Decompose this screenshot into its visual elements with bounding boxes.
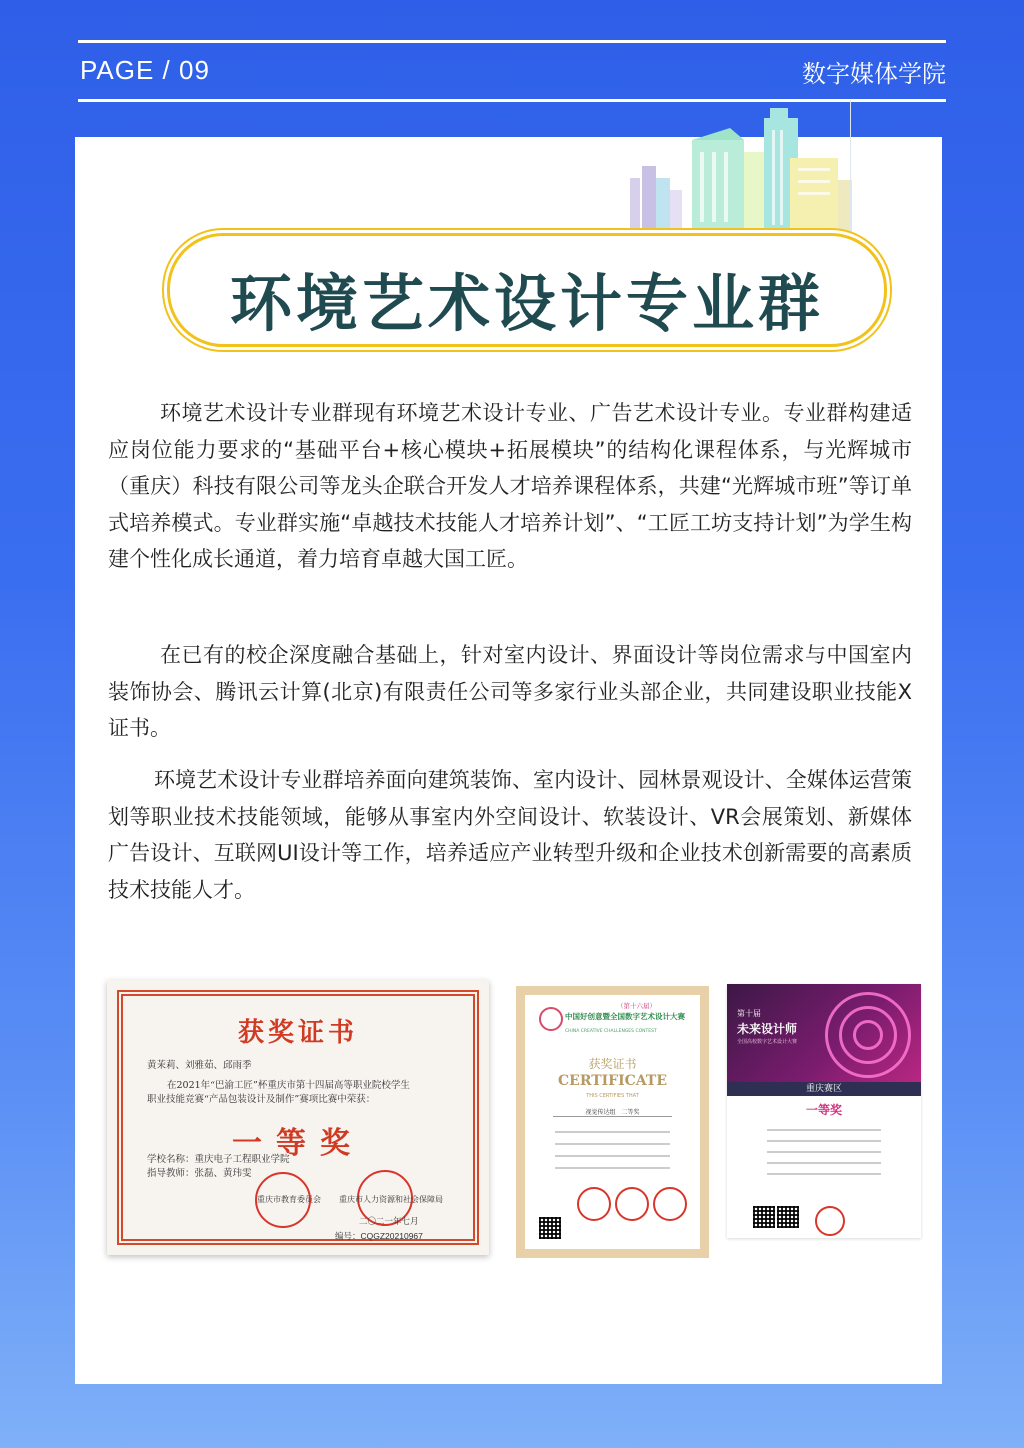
contest-banner (727, 984, 921, 1096)
info-line (767, 1162, 881, 1164)
issue-date: 二〇二一年七月 (359, 1217, 419, 1227)
contest-edition: 第十届 (737, 1009, 761, 1018)
seal-icon (577, 1187, 611, 1221)
page-number: PAGE / 09 (80, 55, 210, 85)
paragraph-training: 环境艺术设计专业群培养面向建筑装饰、室内设计、园林景观设计、全媒体运营策划等职业技术技能领域，能够从事室内外空间设计、软装设计、VR会展策划、新媒体广告设计、互联网UI设计等工作，培养适应产业转型升级和企业技术创新需要的高素质技术技能人才。 (108, 768, 912, 902)
info-line (767, 1173, 881, 1175)
info-line (767, 1151, 881, 1153)
award-category: 视觉传达组 二等奖 (553, 1107, 672, 1117)
info-line (555, 1155, 670, 1157)
region-label: 重庆赛区 (727, 1082, 921, 1096)
school-name: 学校名称：重庆电子工程职业学院 (147, 1154, 290, 1165)
info-line (555, 1167, 670, 1169)
seal-icon (653, 1187, 687, 1221)
info-line (767, 1140, 881, 1142)
award-level: 一等奖 (805, 1103, 842, 1117)
advisor-names: 指导教师：张磊、黄玮雯 (147, 1168, 252, 1179)
certificate-title: 获奖证书 (237, 1018, 358, 1048)
page-title: 环境艺术设计专业群 (229, 267, 824, 340)
certificate-image-provincial (107, 980, 489, 1255)
qr-code-icon (753, 1206, 775, 1228)
contest-brand: 未来设计师 (737, 1022, 798, 1036)
info-line (555, 1143, 670, 1145)
info-line (555, 1131, 670, 1133)
info-line (767, 1129, 881, 1131)
header-top-rule (78, 40, 946, 43)
contest-logo-icon (539, 1007, 563, 1031)
buildings-illustration (630, 100, 860, 235)
certificate-title-en: CERTIFICATE (558, 1073, 667, 1089)
ring-graphic (853, 1020, 883, 1050)
certify-line: THIS CERTIFIES THAT (586, 1093, 639, 1099)
qr-code-icon (777, 1206, 799, 1228)
issuer-education: 重庆市教育委员会 (257, 1195, 321, 1204)
contest-subtitle: 全国高校数字艺术设计大赛 (737, 1039, 798, 1045)
certificate-image-national-contest (516, 986, 709, 1258)
paragraph-cooperation: 在已有的校企深度融合基础上，针对室内设计、界面设计等岗位需求与中国室内装饰协会、腾讯云计算(北京)有限责任公司等多家行业头部企业，共同建设职业技能X证书。 (108, 643, 912, 740)
award-recipients: 黄茉莉、刘雅茹、邱雨季 (147, 1060, 252, 1071)
contest-edition: （第十六届） (617, 1002, 656, 1010)
college-name: 数字媒体学院 (802, 60, 946, 88)
certificate-paper (525, 995, 700, 1249)
seal-icon (615, 1187, 649, 1221)
award-description-1: 在2021年“巴渝工匠”杯重庆市第十四届高等职业院校学生 (167, 1080, 410, 1091)
contest-header: 中国好创意暨全国数字艺术设计大赛 (565, 1012, 685, 1021)
paragraph-intro: 环境艺术设计专业群现有环境艺术设计专业、广告艺术设计专业。专业群构建适应岗位能力要求的“基础平台+核心模块+拓展模块”的结构化课程体系，与光辉城市（重庆）科技有限公司等龙头企联合开发人才培养课程体系，共建“光辉城市班”等订单式培养模式。专业群实施“卓越技术技能人才培养计划”、“工匠工坊支持计划”为学生构建个性化成长通道，着力培育卓越大国工匠。 (108, 401, 912, 571)
award-level: 一等奖 (232, 1126, 364, 1161)
certificate-image-future-designer (727, 984, 921, 1238)
contest-english: CHINA CREATIVE CHALLENGES CONTEST (565, 1029, 657, 1034)
title-banner (167, 233, 887, 347)
award-description-2: 职业技能竞赛“产品包装设计及制作”赛项比赛中荣获： (147, 1094, 376, 1105)
qr-code-icon (539, 1217, 561, 1239)
certificate-title-cn: 获奖证书 (588, 1057, 637, 1071)
issuer-hr: 重庆市人力资源和社会保障局 (339, 1195, 443, 1204)
seal-icon (815, 1206, 845, 1236)
certificate-number: 编号：CQGZ20210967 (335, 1231, 423, 1241)
